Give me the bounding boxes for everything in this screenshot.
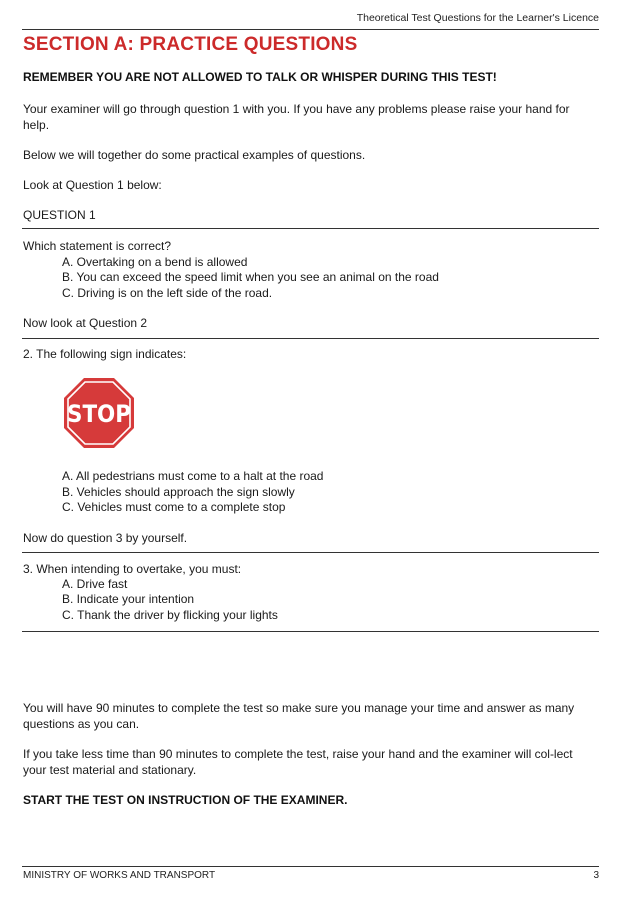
stop-sign-icon <box>60 374 138 452</box>
question-1-prompt: Which statement is correct? <box>23 239 172 253</box>
question-3-lead: Now do question 3 by yourself. <box>23 531 188 545</box>
question-2-rule <box>22 338 599 339</box>
question-1-option-b: B. You can exceed the speed limit when you see an animal on the road <box>62 270 439 284</box>
section-title: SECTION A: PRACTICE QUESTIONS <box>23 34 358 55</box>
question-3-option-c: C. Thank the driver by flicking your lights <box>62 608 278 622</box>
footer-organisation: MINISTRY OF WORKS AND TRANSPORT <box>23 870 216 881</box>
question-1-rule <box>22 228 599 229</box>
header-rule <box>22 29 599 30</box>
question-1-heading: QUESTION 1 <box>23 208 96 222</box>
question-1-option-a: A. Overtaking on a bend is allowed <box>62 255 248 269</box>
question-2-option-c: C. Vehicles must come to a complete stop <box>62 500 286 514</box>
question-3-prompt: 3. When intending to overtake, you must: <box>23 562 242 576</box>
closing-paragraph-2: If you take less time than 90 minutes to complete the test, raise your hand and the examiner will col-lect your test material and stationary. <box>23 747 573 777</box>
question-3-rule <box>22 552 599 553</box>
footer-rule <box>22 866 599 867</box>
question-3-option-a: A. Drive fast <box>62 577 128 591</box>
question-1-option-c: C. Driving is on the left side of the road. <box>62 286 273 300</box>
question-2-lead: Now look at Question 2 <box>23 316 148 330</box>
stop-sign-text: STOP <box>67 400 131 428</box>
intro-paragraph-1: Your examiner will go through question 1 with you. If you have any problems please raise your hand for help. <box>23 102 570 132</box>
footer-page-number: 3 <box>593 870 599 881</box>
question-2-prompt: 2. The following sign indicates: <box>23 347 187 361</box>
question-3-end-rule <box>22 631 599 632</box>
intro-paragraph-2: Below we will together do some practical examples of questions. <box>23 148 366 162</box>
closing-paragraph-1: You will have 90 minutes to complete the test so make sure you manage your time and answer as many questions as you can. <box>23 701 575 731</box>
intro-paragraph-3: Look at Question 1 below: <box>23 178 162 192</box>
question-2-option-a: A. All pedestrians must come to a halt at the road <box>62 469 324 483</box>
warning-text: REMEMBER YOU ARE NOT ALLOWED TO TALK OR WHISPER DURING THIS TEST! <box>23 70 497 84</box>
question-3-option-b: B. Indicate your intention <box>62 592 195 606</box>
header-title: Theoretical Test Questions for the Learner's Licence <box>356 12 599 24</box>
closing-instruction: START THE TEST ON INSTRUCTION OF THE EXAMINER. <box>23 793 348 807</box>
question-2-option-b: B. Vehicles should approach the sign slowly <box>62 485 295 499</box>
